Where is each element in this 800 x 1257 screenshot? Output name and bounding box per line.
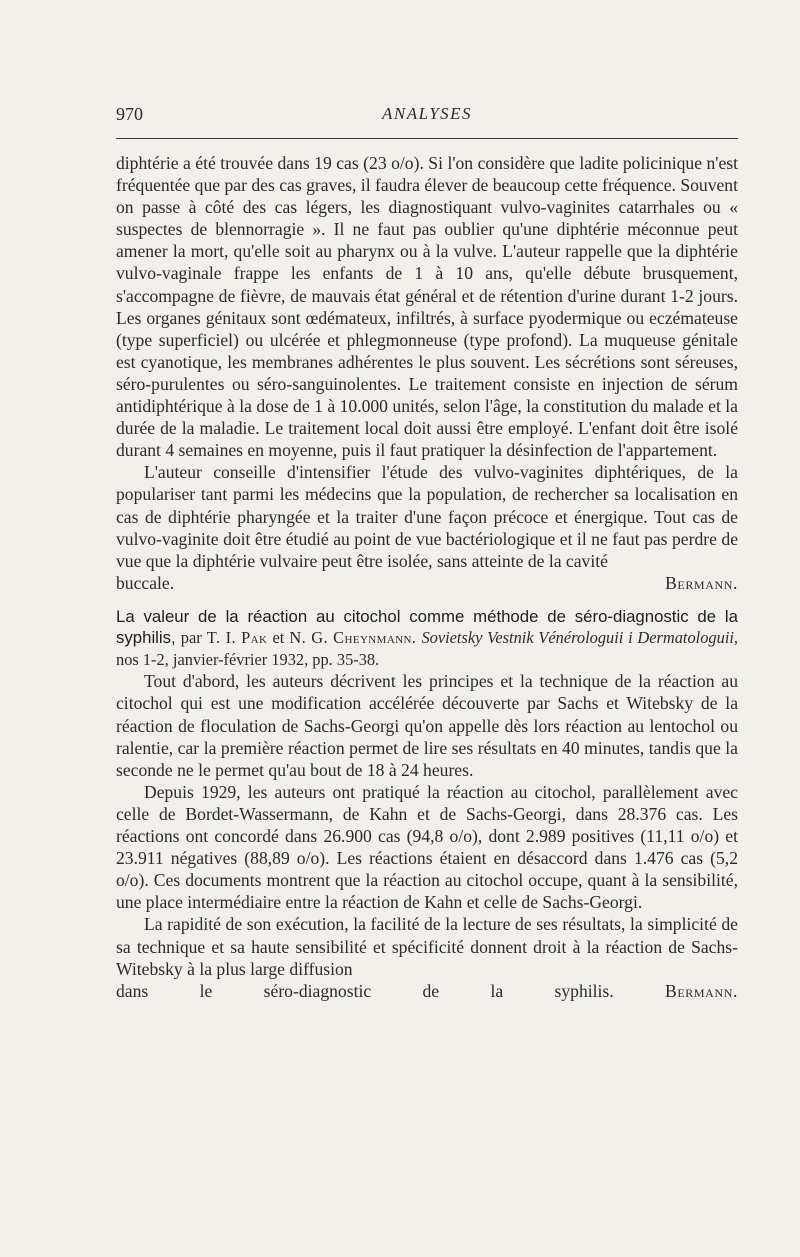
article2-title-main: La valeur de la réaction au citochol comme méthode de séro-diagnostic de la syphilis, bbox=[116, 606, 738, 648]
article2-journal: Sovietsky Vestnik Vénérologuii i Dermatologuii, bbox=[421, 628, 739, 648]
article1-signature: Bermann. bbox=[665, 572, 738, 593]
article1-last-line: buccale. bbox=[116, 572, 175, 593]
article2-author-2: N. G. Cheynmann. bbox=[289, 628, 417, 648]
article2-signature: Bermann. bbox=[665, 980, 738, 1001]
article2-by: par bbox=[180, 628, 202, 648]
running-title: ANALYSES bbox=[381, 104, 473, 123]
article1-closing-line bbox=[116, 572, 738, 594]
article2-paragraph-1: Tout d'abord, les auteurs décrivent les principes et la technique de la réaction au citochol qui est une modification accélérée découverte par Sachs et Witebsky de la réaction de floculation de Sachs-Georgi qu'on appelle dès lors réaction au lentochol ou ralentie, car la première réaction permet de lire ses résultats en 40 minutes, tandis que la seconde ne le permet qu'au bout de 18 à 24 heures. bbox=[116, 671, 738, 780]
article1-paragraph-1: diphtérie a été trouvée dans 19 cas (23 o/o). Si l'on considère que ladite policinique n'est fréquentée que par des cas graves, il faudra élever de beaucoup cette fréquence. Souvent on passe à côté des cas légers, les diagnostiquant vulvo-vaginites catarrhales ou « suspectes de blennorragie ». Il ne faut pas oublier qu'une diphtérie méconnue peut amener la mort, qu'elle soit au pharynx ou à la vulve. L'auteur rappelle que la diphtérie vulvo-vaginale frappe les enfants de 1 à 10 ans, qu'elle débute brusquement, s'accompagne de fièvre, de mauvais état général et de rétention d'urine durant 1-2 jours. Les organes génitaux sont œdémateux, infiltrés, à surface pyodermique ou eczémateuse (type superficiel) ou ulcérée et phlegmonneuse (type profond). La muqueuse génitale est cyanotique, les membranes adhérentes le plus souvent. Les sécrétions sont séreuses, séro-purulentes ou séro-sanguinolentes. Le traitement consiste en injection de sérum antidiphtérique à la dose de 1 à 10.000 unités, selon l'âge, la constitution du malade et la durée de la maladie. Le traitement local doit aussi être employé. L'enfant doit être isolé durant 4 semaines en moyenne, puis il faut pratiquer la désinfection de l'appartement. bbox=[116, 153, 738, 461]
article2-closing-line bbox=[116, 980, 738, 1002]
header-rule bbox=[116, 138, 738, 139]
article2-title bbox=[116, 606, 738, 671]
page-number: 970 bbox=[116, 104, 143, 124]
body-text bbox=[116, 152, 738, 1002]
article2-paragraph-3: La rapidité de son exécution, la facilité de la lecture de ses résultats, la simplicité de sa technique et sa haute sensibilité et spécificité donnent droit à la réaction de Sachs-Witebsky à la plus large diffusion bbox=[116, 914, 738, 979]
article2-issue: nos 1-2, janvier-février 1932, pp. 35-38. bbox=[116, 649, 380, 669]
article2-author-1: T. I. Pak bbox=[206, 628, 268, 648]
article2-paragraph-2: Depuis 1929, les auteurs ont pratiqué la réaction au citochol, parallèlement avec celle de Bordet-Wassermann, de Kahn et de Sachs-Georgi, dans 28.376 cas. Les réactions ont concordé dans 26.900 cas (94,8 o/o), dont 2.989 positives (11,11 o/o) et 23.911 négatives (88,89 o/o). Les réactions étaient en désaccord dans 1.476 cas (5,2 o/o). Ces documents montrent que la réaction au citochol occupe, quant à la sensibilité, une place intermédiaire entre la réaction de Kahn et celle de Sachs-Georgi. bbox=[116, 781, 738, 913]
article2-last-line: dans le séro-diagnostic de la syphilis. bbox=[116, 980, 614, 1001]
article1-paragraph-2: L'auteur conseille d'intensifier l'étude des vulvo-vaginites diphtériques, de la populariser tant parmi les médecins que la population, de rechercher sa localisation en cas de diphtérie pharyngée et la traiter d'une façon précoce et énergique. Tout cas de vulvo-vaginite doit être étudié au point de vue bactériologique et il ne faut pas perdre de vue que la diphtérie vulvaire peut être isolée, sans atteinte de la cavité bbox=[116, 462, 738, 571]
article2-and: et bbox=[272, 628, 285, 648]
page-header bbox=[116, 104, 738, 130]
